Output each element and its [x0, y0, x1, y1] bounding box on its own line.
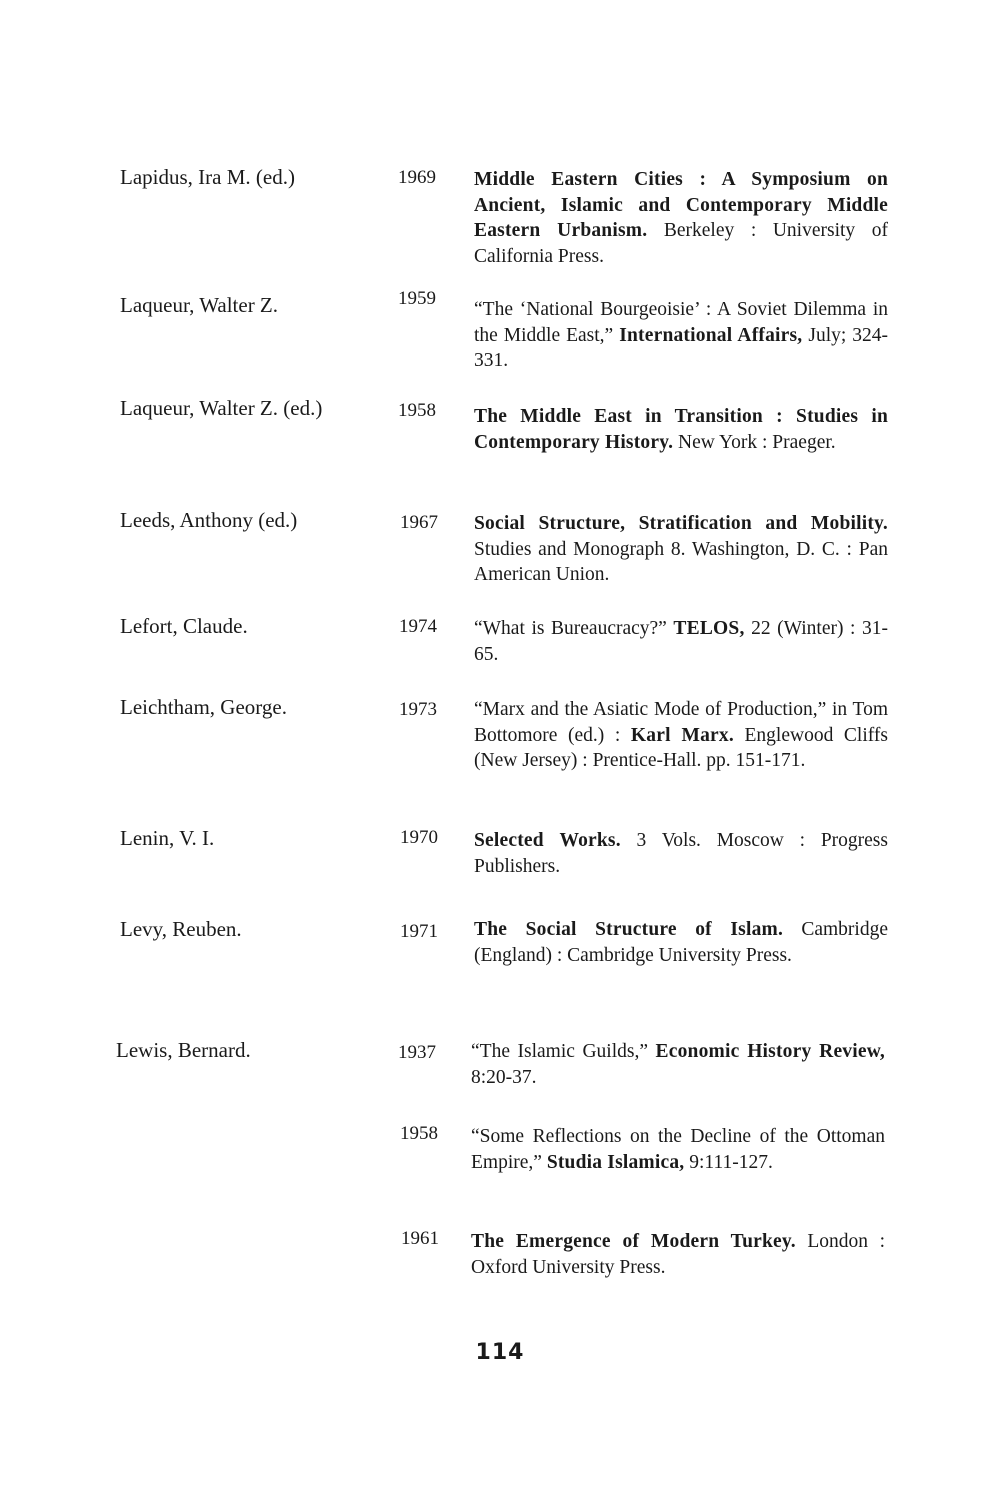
entry-author: Laqueur, Walter Z.: [120, 293, 279, 317]
reference-title: Middle Eastern Cities : A Symposium on Ancient, Islamic and Contemporary Middle Eastern Urbanism.: [474, 169, 888, 241]
entry-author: Levy, Reuben.: [120, 917, 242, 941]
entry-year: 1967: [400, 512, 438, 533]
reference-details: Berkeley : University of California Press.: [474, 220, 888, 267]
reference-details: London : Oxford University Press.: [471, 1231, 885, 1278]
entry-reference: [471, 1229, 885, 1280]
entry-reference: [474, 511, 888, 588]
reference-details: Englewood Cliffs (New Jersey) : Prentice-Hall. pp. 151-171.: [474, 724, 888, 771]
entry-author: Lefort, Claude.: [120, 614, 248, 638]
reference-article: “What is Bureaucracy?”: [474, 618, 674, 639]
reference-details: 9:111-127.: [684, 1151, 773, 1173]
entry-reference: [471, 1124, 885, 1175]
entry-year: 1970: [400, 827, 438, 848]
reference-journal: Economic History Review,: [655, 1041, 885, 1062]
reference-title: Social Structure, Stratification and Mobility.: [474, 513, 888, 534]
entry-year: 1971: [400, 921, 438, 942]
reference-journal: International Affairs,: [619, 324, 803, 346]
reference-article: “Some Reflections on the Decline of the Ottoman Empire,”: [471, 1126, 885, 1173]
entry-reference: [474, 828, 888, 879]
entry-year: 1958: [398, 400, 436, 421]
reference-title: Selected Works.: [474, 830, 621, 851]
entry-reference: [474, 917, 888, 968]
reference-journal: TELOS,: [673, 618, 745, 639]
reference-book: Karl Marx.: [630, 724, 734, 746]
page-number: 114: [475, 1340, 525, 1365]
entry-author: Lewis, Bernard.: [116, 1038, 251, 1062]
entry-year: 1958: [400, 1123, 438, 1144]
entry-year: 1973: [399, 699, 437, 720]
reference-article: “The Islamic Guilds,”: [471, 1041, 656, 1062]
entry-reference: [474, 167, 888, 269]
entry-year: 1937: [398, 1042, 436, 1063]
reference-details: 8:20-37.: [471, 1066, 537, 1088]
reference-title: The Middle East in Transition : Studies in Contemporary History.: [474, 406, 888, 453]
entry-reference: [474, 404, 888, 455]
entry-author: Lenin, V. I.: [120, 826, 215, 850]
entry-year: 1959: [398, 288, 436, 309]
entry-author: Lapidus, Ira M. (ed.): [120, 165, 295, 189]
reference-details: 22 (Winter) : 31-65.: [474, 618, 889, 665]
reference-details: New York : Praeger.: [673, 431, 836, 453]
entry-reference: [474, 297, 888, 374]
reference-details: Studies and Monograph 8. Washington, D. C. : Pan American Union.: [474, 538, 888, 585]
entry-reference: [474, 697, 888, 774]
entry-author: Laqueur, Walter Z. (ed.): [120, 396, 323, 420]
entry-year: 1974: [399, 616, 437, 637]
entry-author: Leichtham, George.: [120, 695, 287, 719]
entry-year: 1961: [401, 1228, 439, 1249]
reference-article: “Marx and the Asiatic Mode of Production,” in Tom Bottomore (ed.) :: [474, 699, 888, 746]
reference-article: “The ‘National Bourgeoisie’ : A Soviet Dilemma in the Middle East,”: [474, 299, 888, 346]
entry-year: 1969: [398, 167, 436, 188]
reference-title: The Emergence of Modern Turkey.: [471, 1231, 796, 1252]
reference-title: The Social Structure of Islam.: [474, 919, 784, 940]
entry-reference: [471, 1039, 885, 1090]
reference-details: 3 Vols. Moscow : Progress Publishers.: [474, 830, 888, 877]
reference-journal: Studia Islamica,: [546, 1151, 685, 1173]
reference-details: Cambridge (England) : Cambridge University Press.: [474, 919, 888, 966]
reference-details: July; 324-331.: [474, 324, 889, 371]
entry-reference: [474, 616, 888, 667]
entry-author: Leeds, Anthony (ed.): [120, 508, 298, 532]
